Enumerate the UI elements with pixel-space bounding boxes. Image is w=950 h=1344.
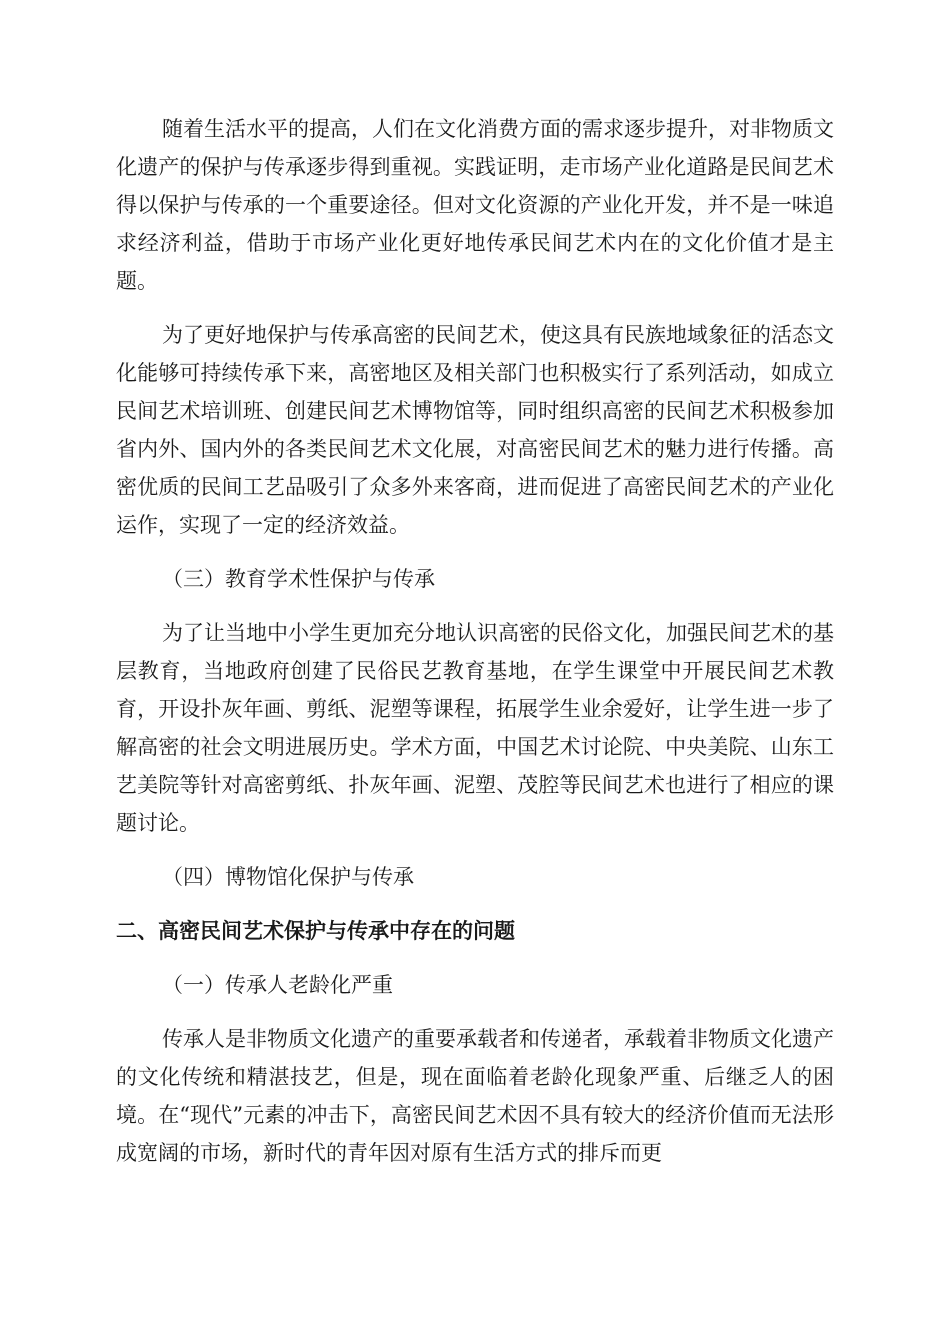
- subheading-museum: （四）博物馆化保护与传承: [162, 865, 414, 889]
- document-page: [116, 110, 834, 1188]
- subheading-aging-inheritors: （一）传承人老龄化严重: [162, 973, 393, 997]
- paragraph-gaomi-activities: 为了更好地保护与传承高密的民间艺术，使这具有民族地域象征的活态文化能够可持续传承下来，高密地区及相关部门也积极实行了系列活动，如成立民间艺术培训班、创建民间艺术博物馆等，同时组织高密的民间艺术积极参加省内外、国内外的各类民间艺术文化展，对高密民间艺术的魅力进行传播。高密优质的民间工艺品吸引了众多外来客商，进而促进了高密民间艺术的产业化运作，实现了一定的经济效益。: [116, 323, 834, 537]
- paragraph-inheritors: 传承人是非物质文化遗产的重要承载者和传递者，承载着非物质文化遗产的文化传统和精湛技艺，但是，现在面临着老龄化现象严重、后继乏人的困境。在“现代”元素的冲击下，高密民间艺术因不具有较大的经济价值而无法形成宽阔的市场，新时代的青年因对原有生活方式的排斥而更: [116, 1027, 834, 1165]
- paragraph-market-industrialization: 随着生活水平的提高，人们在文化消费方面的需求逐步提升，对非物质文化遗产的保护与传承逐步得到重视。实践证明，走市场产业化道路是民间艺术得以保护与传承的一个重要途径。但对文化资源的产业化开发，并不是一味追求经济利益，借助于市场产业化更好地传承民间艺术内在的文化价值才是主题。: [116, 117, 834, 293]
- paragraph-education: 为了让当地中小学生更加充分地认识高密的民俗文化，加强民间艺术的基层教育，当地政府创建了民俗民艺教育基地，在学生课堂中开展民间艺术教育，开设扑灰年画、剪纸、泥塑等课程，拓展学生业余爱好，让学生进一步了解高密的社会文明进展历史。学术方面，中国艺术讨论院、中央美院、山东工艺美院等针对高密剪纸、扑灰年画、泥塑、茂腔等民间艺术也进行了相应的课题讨论。: [116, 621, 834, 835]
- section-heading-problems: 二、高密民间艺术保护与传承中存在的问题: [116, 919, 515, 943]
- subheading-education: （三）教育学术性保护与传承: [162, 567, 435, 591]
